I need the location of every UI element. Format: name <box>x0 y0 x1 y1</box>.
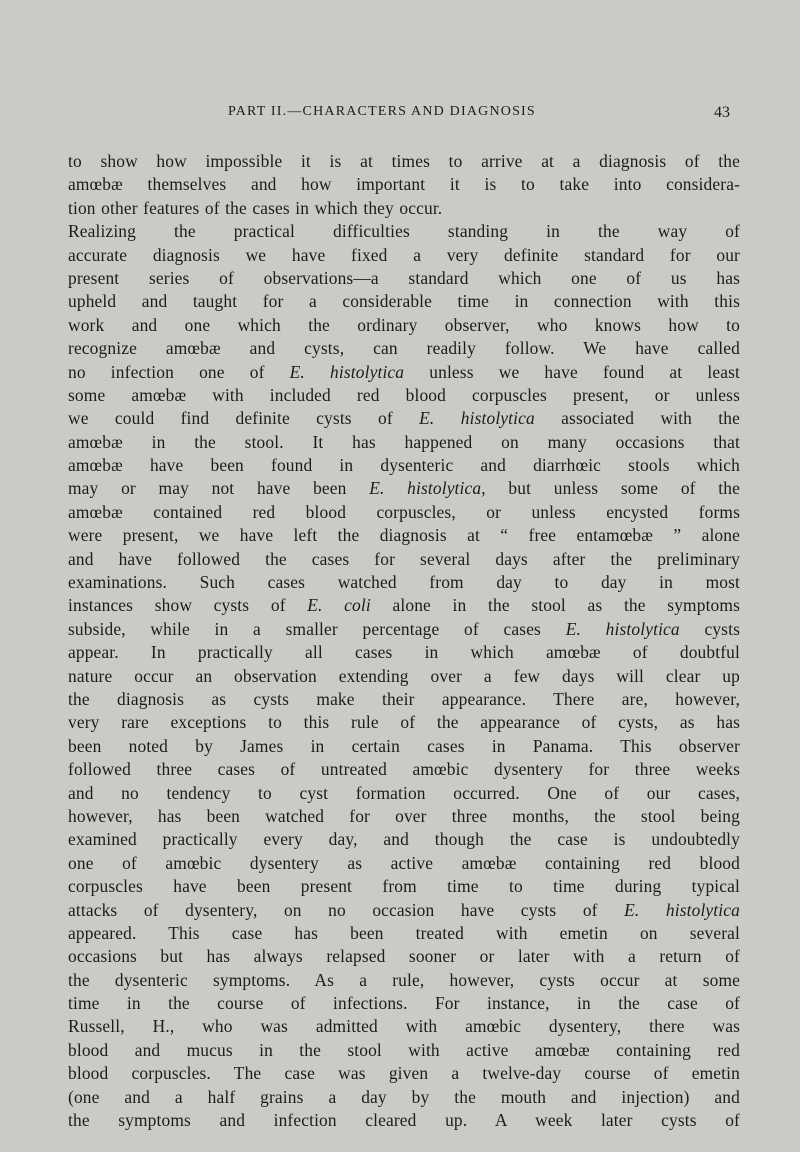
italic-species-name: E. histolytica, <box>369 478 486 499</box>
text-run: very rare exceptions to this rule of the appearance of cysts, as has <box>68 712 740 733</box>
text-line <box>68 290 740 313</box>
text-line <box>68 150 740 173</box>
italic-species-name: E. histolytica <box>565 618 680 639</box>
text-line <box>68 361 740 384</box>
text-line <box>68 314 740 337</box>
text-line <box>68 852 740 875</box>
text-line <box>68 992 740 1015</box>
text-run: corpuscles have been present from time to time during typical <box>68 876 740 897</box>
text-line <box>68 945 740 968</box>
text-run: and have followed the cases for several days after the preliminary <box>68 548 740 569</box>
text-line <box>68 875 740 898</box>
text-run: attacks of dysentery, on no occasion have cysts of <box>68 899 625 920</box>
running-head-title: PART II.—CHARACTERS AND DIAGNOSIS <box>228 104 536 119</box>
text-line <box>68 571 740 594</box>
text-run: but unless some of the <box>485 478 740 499</box>
text-run: Russell, H., who was admitted with amœbic dysentery, there was <box>68 1016 740 1037</box>
text-run: instances show cysts of <box>68 595 308 616</box>
text-line <box>68 969 740 992</box>
text-run: blood corpuscles. The case was given a twelve-day course of emetin <box>68 1063 740 1084</box>
text-line <box>68 197 740 220</box>
text-line <box>68 220 740 243</box>
text-line <box>68 711 740 734</box>
text-line <box>68 384 740 407</box>
text-run: may or may not have been <box>68 478 370 499</box>
running-head <box>68 104 730 124</box>
text-run: occasions but has always relapsed sooner or later with a return of <box>68 946 740 967</box>
text-run: cysts <box>679 618 740 639</box>
text-run: one of amœbic dysentery as active amœbæ containing red blood <box>68 852 740 873</box>
text-line <box>68 758 740 781</box>
text-run: appeared. This case has been treated with emetin on several <box>68 922 740 943</box>
text-run: examined practically every day, and though the case is undoubtedly <box>68 829 740 850</box>
text-line <box>68 805 740 828</box>
text-run: examinations. Such cases watched from day to day in most <box>68 572 740 593</box>
text-run: subside, while in a smaller percentage of cases <box>68 618 566 639</box>
text-run: (one and a half grains a day by the mouth and injection) and <box>68 1086 740 1107</box>
text-run: to show how impossible it is at times to arrive at a diagnosis of the <box>68 151 740 171</box>
text-run: were present, we have left the diagnosis at “ free entamœbæ ” alone <box>68 525 740 546</box>
text-line <box>68 688 740 711</box>
text-line <box>68 922 740 945</box>
text-line <box>68 548 740 571</box>
text-run: nature occur an observation extending over a few days will clear up <box>68 665 740 686</box>
text-line <box>68 1039 740 1062</box>
text-run: upheld and taught for a considerable time in connection with this <box>68 291 740 312</box>
italic-species-name: E. coli <box>307 595 371 616</box>
text-line <box>68 1086 740 1109</box>
text-run: the dysenteric symptoms. As a rule, however, cysts occur at some <box>68 969 740 990</box>
text-line <box>68 407 740 430</box>
text-line <box>68 618 740 641</box>
text-line <box>68 501 740 524</box>
text-line <box>68 1062 740 1085</box>
text-line <box>68 1015 740 1038</box>
text-run: time in the course of infections. For instance, in the case of <box>68 993 740 1014</box>
text-run: followed three cases of untreated amœbic dysentery for three weeks <box>68 759 740 780</box>
text-run: accurate diagnosis we have fixed a very definite standard for our <box>68 244 740 265</box>
text-run: tion other features of the cases in which they occur. <box>68 197 443 218</box>
text-line <box>68 477 740 500</box>
text-line <box>68 828 740 851</box>
body-text <box>68 150 740 1132</box>
text-run: the diagnosis as cysts make their appearance. There are, however, <box>68 688 740 709</box>
text-run: amœbæ contained red blood corpuscles, or unless encysted forms <box>68 501 740 522</box>
text-run: been noted by James in certain cases in Panama. This observer <box>68 735 740 756</box>
text-run: however, has been watched for over three months, the stool being <box>68 805 740 826</box>
italic-species-name: E. histolytica <box>419 408 535 429</box>
text-line <box>68 431 740 454</box>
text-line <box>68 594 740 617</box>
text-line <box>68 267 740 290</box>
text-line <box>68 524 740 547</box>
text-line <box>68 641 740 664</box>
text-run: the symptoms and infection cleared up. A week later cysts of <box>68 1110 740 1131</box>
text-run: Realizing the practical difficulties standing in the way of <box>68 221 740 242</box>
text-run: we could find definite cysts of <box>68 408 420 429</box>
text-line <box>68 782 740 805</box>
text-run: amœbæ have been found in dysenteric and diarrhœic stools which <box>68 455 740 476</box>
page-number: 43 <box>714 104 730 121</box>
text-run: amœbæ in the stool. It has happened on many occasions that <box>68 431 740 452</box>
text-line <box>68 454 740 477</box>
text-line <box>68 337 740 360</box>
text-run: amœbæ themselves and how important it is to take into considera- <box>68 174 740 195</box>
text-run: alone in the stool as the symptoms <box>370 595 740 616</box>
text-run: associated with the <box>534 408 741 429</box>
text-line <box>68 244 740 267</box>
text-run: blood and mucus in the stool with active amœbæ containing red <box>68 1039 740 1060</box>
text-run: present series of observations—a standard which one of us has <box>68 267 740 288</box>
text-run: no infection one of <box>68 361 290 382</box>
text-line <box>68 665 740 688</box>
text-run: work and one which the ordinary observer, who knows how to <box>68 314 740 335</box>
italic-species-name: E. histolytica <box>624 899 740 920</box>
text-run: unless we have found at least <box>404 361 740 382</box>
text-run: some amœbæ with included red blood corpuscles present, or unless <box>68 384 740 405</box>
italic-species-name: E. histolytica <box>289 361 405 382</box>
text-run: recognize amœbæ and cysts, can readily follow. We have called <box>68 338 740 359</box>
text-line <box>68 173 740 196</box>
text-run: appear. In practically all cases in which amœbæ of doubtful <box>68 642 740 663</box>
text-line <box>68 735 740 758</box>
text-run: and no tendency to cyst formation occurred. One of our cases, <box>68 782 740 803</box>
text-line <box>68 899 740 922</box>
text-line <box>68 1109 740 1132</box>
